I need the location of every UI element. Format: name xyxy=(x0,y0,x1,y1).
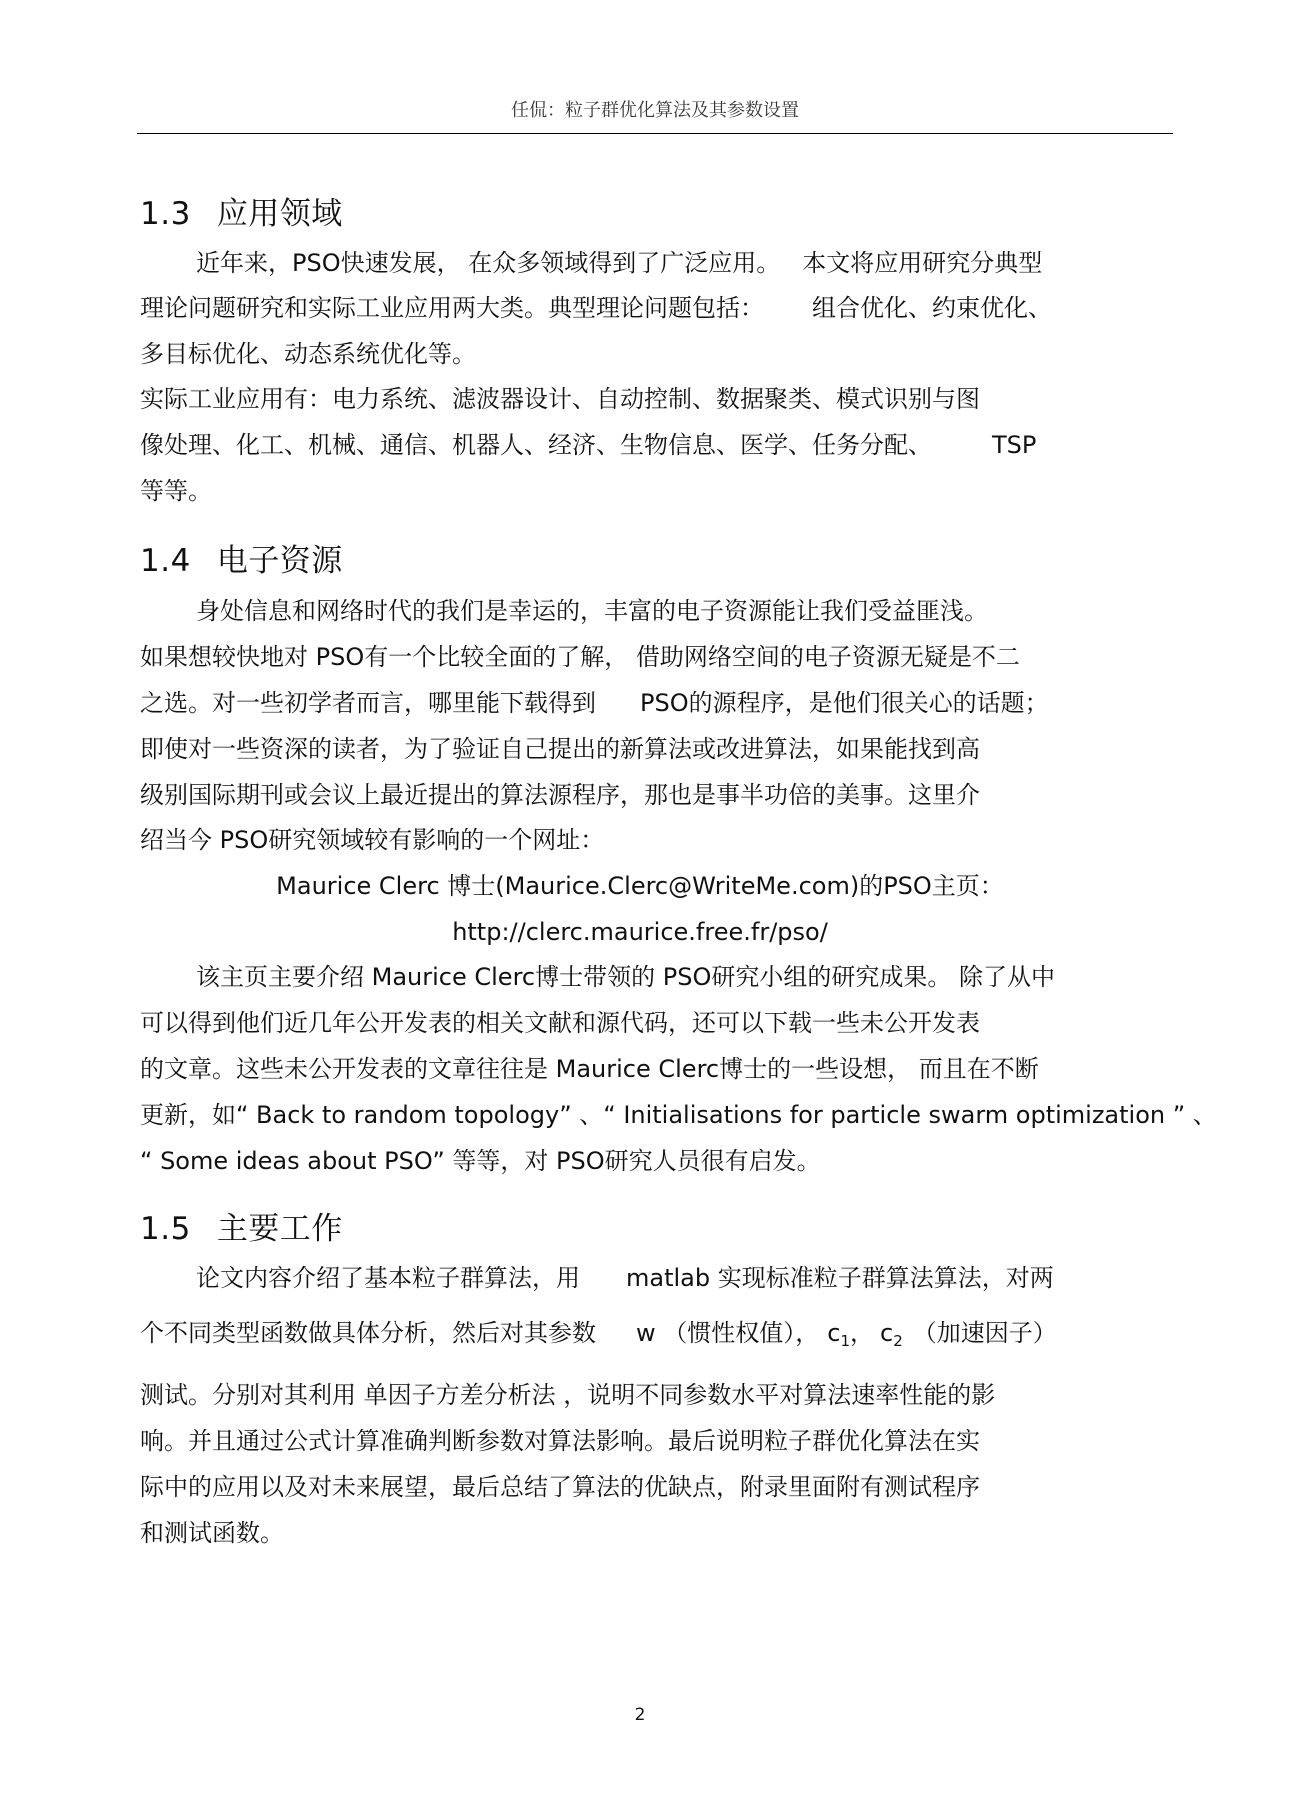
homepage-url[interactable]: http://clerc.maurice.free.fr/pso/ xyxy=(452,918,828,946)
paragraph-line: 测试。分别对其利用 单因子方差分析法 ，说明不同参数水平对算法速率性能的影 xyxy=(140,1381,996,1409)
paragraph-line: 响。并且通过公式计算准确判断参数对算法影响。最后说明粒子群优化算法在实 xyxy=(140,1427,980,1455)
paragraph-line: 级别国际期刊或会议上最近提出的算法源程序，那也是事半功倍的美事。这里介 xyxy=(140,781,980,809)
section-heading-1-4 xyxy=(140,535,343,580)
paragraph-line: 际中的应用以及对未来展望，最后总结了算法的优缺点，附录里面附有测试程序 xyxy=(140,1473,980,1501)
paragraph-line: 更新，如“ Back to random topology” 、“ Initialisations for particle swarm optimization ” 、 xyxy=(140,1101,1217,1129)
paragraph-line: 如果想较快地对 PSO有一个比较全面的了解， 借助网络空间的电子资源无疑是不二 xyxy=(140,643,1020,671)
paragraph-line: 绍当今 PSO研究领域较有影响的一个网址： xyxy=(140,826,605,854)
paragraph-line: 等等。 xyxy=(140,477,212,505)
paragraph-line: 之选。对一些初学者而言，哪里能下载得到 PSO的源程序，是他们很关心的话题； xyxy=(140,689,1049,717)
section-number: 1.5 xyxy=(140,1211,191,1247)
running-header: 任侃：粒子群优化算法及其参数设置 xyxy=(511,100,799,121)
section-title: 应用领域 xyxy=(216,196,343,232)
paragraph-line: 和测试函数。 xyxy=(140,1519,284,1547)
paragraph-line: 该主页主要介绍 Maurice Clerc博士带领的 PSO研究小组的研究成果。 除了从中 xyxy=(196,963,1055,991)
section-heading-1-5 xyxy=(140,1203,343,1248)
paragraph-line: 的文章。这些未公开发表的文章往往是 Maurice Clerc博士的一些设想， 而且在不断 xyxy=(140,1055,1039,1083)
section-heading-1-3 xyxy=(140,188,343,233)
section-number: 1.4 xyxy=(140,543,191,579)
homepage-caption: Maurice Clerc 博士(Maurice.Clerc@WriteMe.com)的PSO主页： xyxy=(276,872,1004,900)
header-rule xyxy=(137,133,1173,134)
section-title: 电子资源 xyxy=(216,543,343,579)
section-number: 1.3 xyxy=(140,196,191,232)
section-title: 主要工作 xyxy=(216,1211,343,1247)
paragraph-line: 多目标优化、动态系统优化等。 xyxy=(140,340,476,368)
paragraph-line: 近年来，PSO快速发展， 在众多领域得到了广泛应用。 本文将应用研究分典型 xyxy=(196,249,1043,277)
paragraph-line: 论文内容介绍了基本粒子群算法，用 matlab 实现标准粒子群算法算法，对两 xyxy=(196,1264,1054,1292)
paragraph-line: 可以得到他们近几年公开发表的相关文献和源代码，还可以下载一些未公开发表 xyxy=(140,1009,980,1037)
page-number: 2 xyxy=(634,1705,646,1725)
paragraph-line: 理论问题研究和实际工业应用两大类。典型理论问题包括： 组合优化、约束优化、 xyxy=(140,294,1052,322)
paragraph-line: 个不同类型函数做具体分析，然后对其参数 w （惯性权值）， $c_1$， $c_2$ （加速因子） xyxy=(140,1319,1057,1350)
paragraph-line: “ Some ideas about PSO” 等等，对 PSO研究人员很有启发。 xyxy=(140,1147,821,1175)
paragraph-line: 实际工业应用有：电力系统、滤波器设计、自动控制、数据聚类、模式识别与图 xyxy=(140,385,980,413)
paragraph-line: 身处信息和网络时代的我们是幸运的，丰富的电子资源能让我们受益匪浅。 xyxy=(196,597,988,625)
paragraph-line: 即使对一些资深的读者，为了验证自己提出的新算法或改进算法，如果能找到高 xyxy=(140,735,980,763)
paragraph-line: 像处理、化工、机械、通信、机器人、经济、生物信息、医学、任务分配、 TSP xyxy=(140,431,1037,459)
